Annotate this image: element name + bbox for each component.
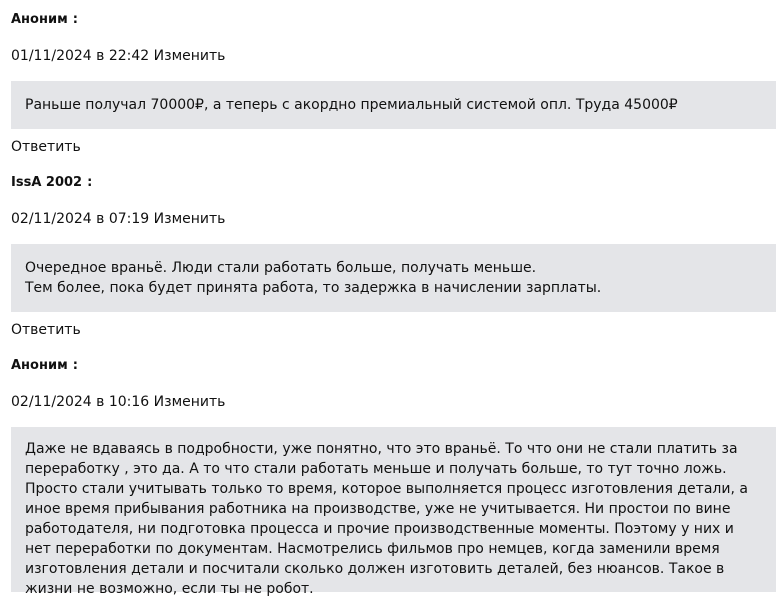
edit-link[interactable]: Изменить <box>153 211 226 227</box>
edit-link[interactable]: Изменить <box>153 48 226 64</box>
comment <box>11 173 776 340</box>
reply-link[interactable]: Ответить <box>11 322 81 338</box>
comment-text: Раньше получал 70000₽, а теперь с акордно премиальный системой опл. Труда 45000₽ <box>25 97 678 113</box>
comment-author: Аноним <box>11 358 68 373</box>
comment-author-line <box>11 173 776 193</box>
comments-list <box>11 0 776 597</box>
author-colon: : <box>87 175 93 190</box>
comment <box>11 10 776 157</box>
comment-meta <box>11 392 776 412</box>
comment-body <box>11 244 776 312</box>
comment-author-line <box>11 356 776 376</box>
reply-link[interactable]: Ответить <box>11 139 81 155</box>
comment-text: Очередное враньё. Люди стали работать больше, получать меньше. <box>25 260 537 276</box>
comment-text: Даже не вдаваясь в подробности, уже понятно, что это враньё. То что они не стали платить за переработку , это да. А то что стали работать меньше и получать больше, то тут точно ложь. Просто стали учитывать только то время, которое выполняется процесс изготовления детали, а иное время прибывания работника на производстве, уже не учитывается. Ни простои по вине работодателя, ни подготовка процесса и прочие производственные моменты. Поэтому у них и нет переработки по документам. Насмотрелись фильмов про немцев, когда заменили время изготовления детали и посчитали сколько должен изготовить деталей, без нюансов. Такое в жизни не возможно, если ты не робот. <box>25 441 748 597</box>
comment-date: 02/11/2024 в 10:16 <box>11 394 150 410</box>
comment-meta <box>11 46 776 66</box>
comment-body <box>11 427 776 597</box>
comment-author: Аноним <box>11 12 68 27</box>
comment-author: IssA 2002 <box>11 175 83 190</box>
edit-link[interactable]: Изменить <box>153 394 226 410</box>
author-colon: : <box>72 358 78 373</box>
author-colon: : <box>72 12 78 27</box>
comment-text: Тем более, пока будет принята работа, то задержка в начислении зарплаты. <box>25 280 602 296</box>
comment-date: 01/11/2024 в 22:42 <box>11 48 150 64</box>
comment-body <box>11 81 776 129</box>
comment-author-line <box>11 10 776 30</box>
comment <box>11 356 776 597</box>
comment-meta <box>11 209 776 229</box>
comment-date: 02/11/2024 в 07:19 <box>11 211 150 227</box>
